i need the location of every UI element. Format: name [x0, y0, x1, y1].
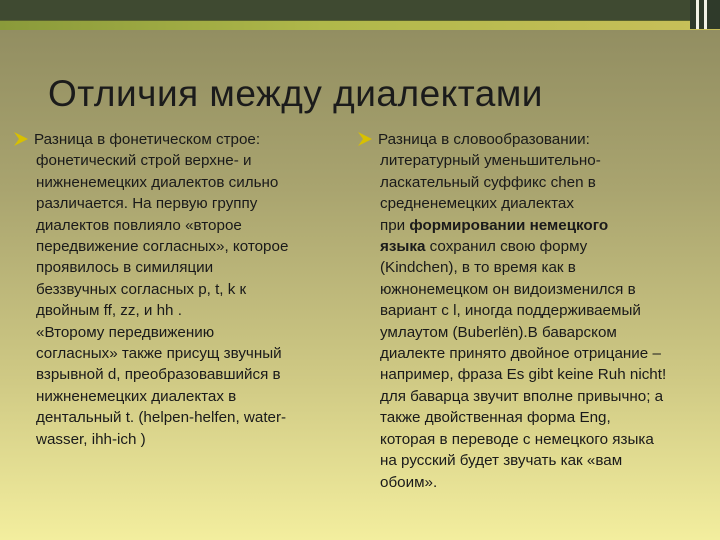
text-line: различается. На первую группу	[36, 195, 258, 213]
text-span: сохранил свою форму	[425, 238, 588, 256]
bold-phrase: языка	[380, 238, 426, 256]
text-line: фонетический строй верхне- и	[36, 152, 252, 170]
text-line: вариант с l, иногда поддерживаемый	[380, 302, 641, 320]
text-line: которая в переводе с немецкого языка	[380, 430, 654, 448]
corner-decoration	[690, 0, 720, 29]
accent-line	[0, 20, 720, 30]
text-line: проявилось в симиляции	[36, 259, 214, 277]
text-line	[380, 215, 716, 236]
arrow-bullet-icon	[356, 130, 374, 148]
text-line: также двойственная форма Eng,	[380, 409, 611, 427]
left-bullet-item	[12, 129, 342, 150]
right-column	[356, 129, 716, 493]
text-line: южнонемецком он видоизменился в	[380, 280, 636, 298]
text-line: средненемецких диалектах	[380, 195, 574, 213]
text-line: wasser, ihh-ich )	[36, 430, 146, 448]
right-bullet-heading: Разница в словообразовании:	[378, 131, 590, 148]
left-column	[12, 129, 342, 450]
text-line: для баварца звучит вполне привычно; а	[380, 387, 664, 405]
text-line: обоим».	[380, 473, 438, 491]
text-line: нижненемецких диалектов сильно	[36, 173, 279, 191]
left-body	[12, 150, 342, 450]
left-bullet-heading: Разница в фонетическом строе:	[34, 131, 261, 148]
text-line: (Kindchen), в то время как в	[380, 259, 576, 277]
text-line: диалекте принято двойное отрицание –	[380, 345, 661, 363]
text-line	[380, 236, 716, 257]
slide-title: Отличия между диалектами	[48, 73, 543, 114]
text-span: при	[380, 216, 410, 234]
text-line: ласкательный суффикс chen в	[380, 173, 596, 191]
text-line: диалектов повлияло «второе	[36, 216, 242, 234]
text-line: умлаутом (Buberlën).В баварском	[380, 323, 617, 341]
right-body	[356, 150, 716, 493]
text-line: согласных» также присущ звучный	[36, 345, 282, 363]
arrow-bullet-icon	[12, 130, 30, 148]
right-body-rest	[380, 257, 716, 492]
bold-phrase: формировании немецкого	[409, 216, 609, 234]
header-band	[0, 0, 720, 20]
text-line: «Второму передвижению	[36, 323, 215, 341]
text-line: дентальный t. (helpen-helfen, water-	[36, 409, 287, 427]
text-line: литературный уменьшительно-	[380, 152, 601, 170]
text-line: беззвучных согласных p, t, k к	[36, 280, 247, 298]
text-line: взрывной d, преобразовавшийся в	[36, 366, 281, 384]
text-line: например, фраза Es gibt keine Ruh nicht!	[380, 366, 667, 384]
text-line: двойным ff, zz, и hh .	[36, 302, 182, 320]
text-line: передвижение согласных», которое	[36, 238, 289, 256]
text-line: на русский будет звучать как «вам	[380, 452, 623, 470]
text-line: нижненемецких диалектах в	[36, 387, 237, 405]
corner-stripe	[704, 0, 707, 29]
right-bullet-item	[356, 129, 716, 150]
corner-stripe	[696, 0, 699, 29]
